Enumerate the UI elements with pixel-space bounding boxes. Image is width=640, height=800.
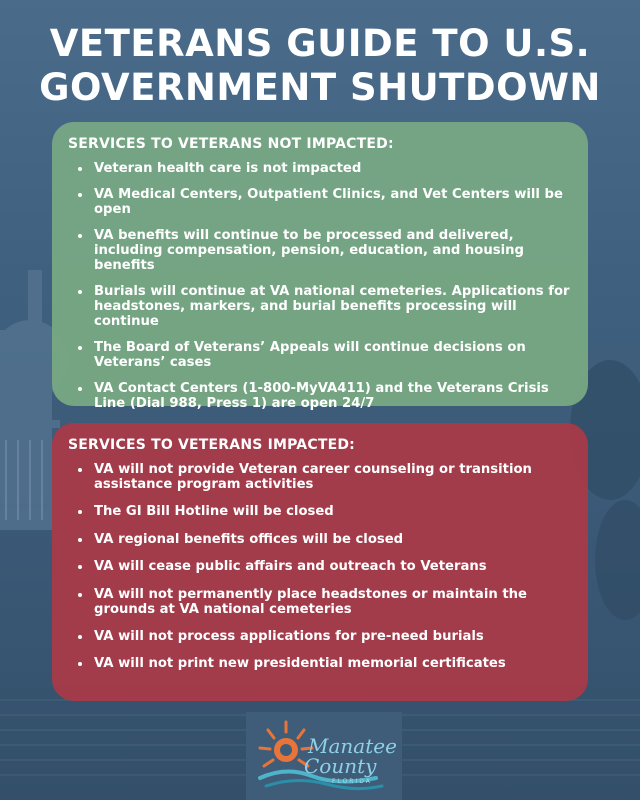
- logo-text-florida: FLORIDA: [332, 778, 372, 785]
- list-item: • VA will not process applications for pre-need burials: [92, 629, 572, 644]
- list-item: • VA will not permanently place headstones or maintain the grounds at VA national cemeteries: [92, 587, 572, 617]
- list-item: • VA benefits will continue to be processed and delivered, including compensation, pension, education, and housing benefits: [92, 228, 572, 273]
- title-line-2: GOVERNMENT SHUTDOWN: [39, 66, 601, 109]
- logo-text-county: County: [304, 754, 377, 778]
- list-item: • VA will not print new presidential memorial certificates: [92, 656, 572, 671]
- list-item: • VA will not provide Veteran career counseling or transition assistance program activities: [92, 462, 572, 492]
- list-item: • VA will cease public affairs and outreach to Veterans: [92, 559, 572, 574]
- impacted-panel: [52, 423, 588, 701]
- not-impacted-list: [68, 161, 572, 411]
- list-item: • VA Medical Centers, Outpatient Clinics, and Vet Centers will be open: [92, 187, 572, 217]
- list-item: • VA Contact Centers (1-800-MyVA411) and the Veterans Crisis Line (Dial 988, Press 1) are open 24/7: [92, 381, 572, 411]
- logo-text-manatee: Manatee: [308, 734, 397, 758]
- list-item: • VA regional benefits offices will be closed: [92, 532, 572, 547]
- list-item: • The Board of Veterans’ Appeals will continue decisions on Veterans’ cases: [92, 340, 572, 370]
- list-item: • The GI Bill Hotline will be closed: [92, 504, 572, 519]
- impacted-heading: SERVICES TO VETERANS IMPACTED:: [68, 437, 355, 453]
- manatee-county-logo: [246, 712, 402, 800]
- list-item: • Veteran health care is not impacted: [92, 161, 572, 176]
- impacted-list: [68, 462, 572, 671]
- not-impacted-heading: SERVICES TO VETERANS NOT IMPACTED:: [68, 136, 394, 152]
- not-impacted-panel: [52, 122, 588, 411]
- title-line-1: VETERANS GUIDE TO U.S.: [49, 22, 591, 65]
- page-title: [0, 22, 640, 110]
- list-item: • Burials will continue at VA national cemeteries. Applications for headstones, markers, and burial benefits processing will continue: [92, 284, 572, 329]
